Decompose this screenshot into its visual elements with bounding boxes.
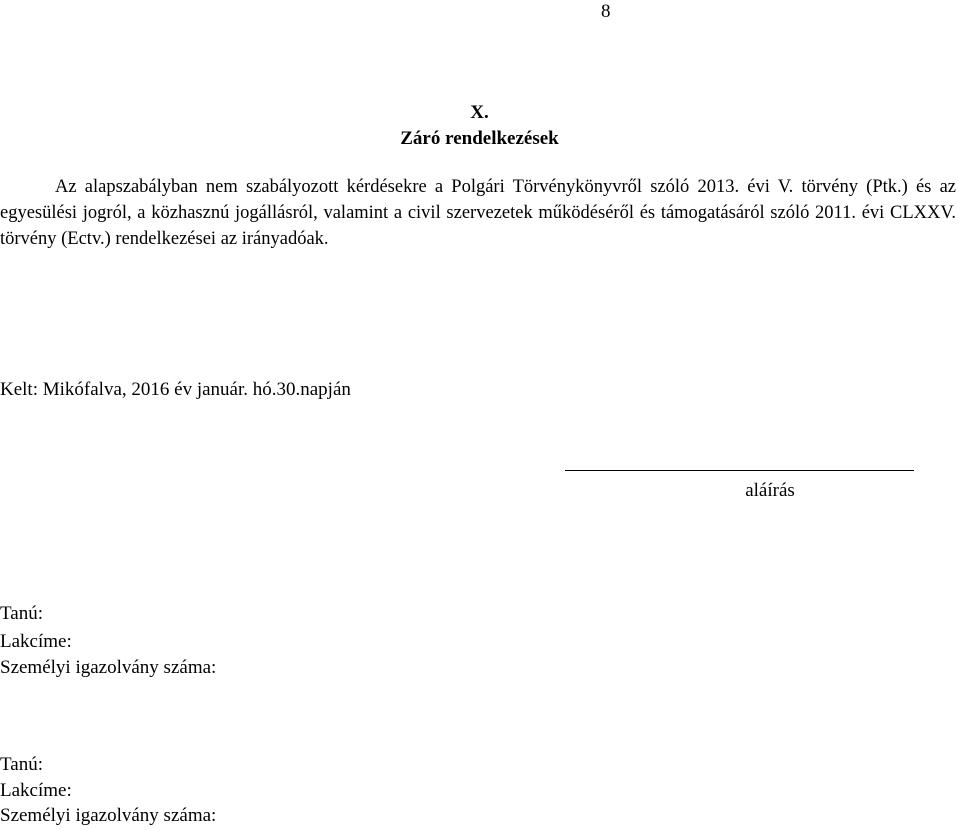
page-number: 8 [601, 1, 611, 22]
dated-line: Kelt: Mikófalva, 2016 év január. hó.30.napján [0, 379, 351, 400]
witness-2-id-label: Személyi igazolvány száma: [0, 805, 217, 826]
witness-1-id-label: Személyi igazolvány száma: [0, 657, 217, 678]
witness-2-address-label: Lakcíme: [0, 780, 72, 801]
witness-2-name-label: Tanú: [0, 754, 43, 775]
chapter-number: X. [470, 102, 489, 123]
witness-1-address-label: Lakcíme: [0, 631, 72, 652]
witness-1-name-label: Tanú: [0, 603, 43, 624]
chapter-title: Záró rendelkezések [400, 128, 559, 149]
body-paragraph: Az alapszabályban nem szabályozott kérdésekre a Polgári Törvénykönyvről szóló 2013. évi V. törvény (Ptk.) és az egyesülési jogról, a közhasznú jogállásról, valamint a civil szervezetek működéséről és támogatásáról szóló 2011. évi CLXXV. törvény (Ectv.) rendelkezései az irányadóak. [0, 177, 956, 249]
signature-label: aláírás [745, 480, 795, 501]
signature-line [565, 470, 914, 471]
